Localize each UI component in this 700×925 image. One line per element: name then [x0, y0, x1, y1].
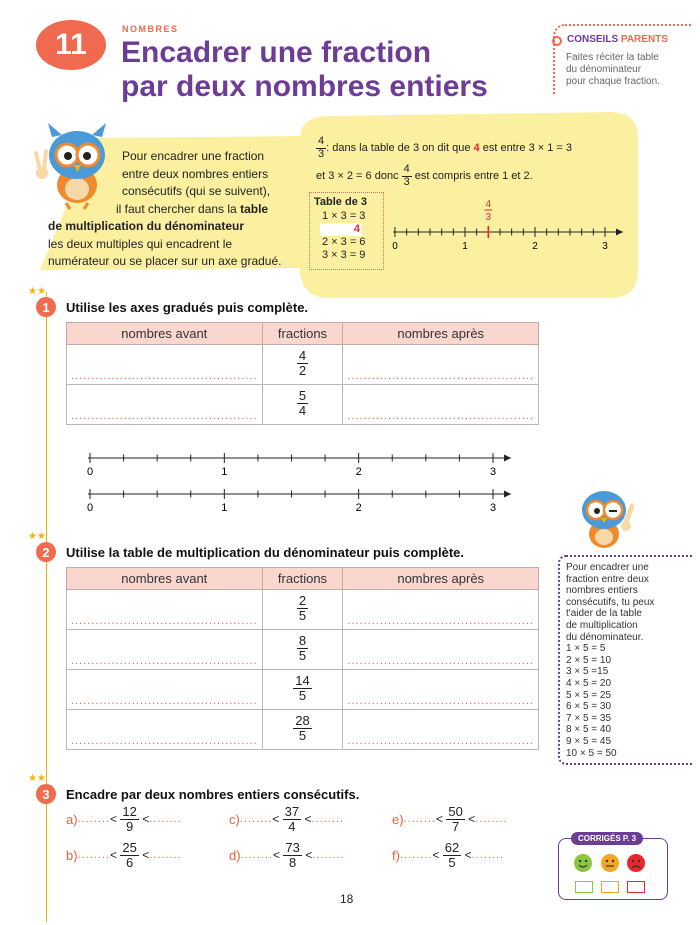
tip-mult-line: 7 × 5 = 35	[566, 712, 612, 724]
fraction-cell: $\frac{2}{5}$	[262, 590, 343, 630]
fraction-cell: $\frac{5}{4}$	[262, 385, 343, 425]
table-row-mid: 4	[320, 223, 362, 236]
answer-after[interactable]: ..............................................	[343, 710, 539, 750]
difficulty-stars-1: ★★	[28, 286, 46, 297]
answer-before[interactable]: ..............................................	[67, 670, 263, 710]
answer-after[interactable]: ..............................................	[343, 670, 539, 710]
lesson-l1: Pour encadrer une fraction	[122, 149, 265, 163]
column-header: fractions	[262, 568, 343, 590]
table-row	[67, 710, 539, 750]
tick-label: 0	[392, 241, 398, 252]
table-row-1: 1 × 3 = 3	[322, 210, 366, 222]
tick-label: 0	[86, 466, 94, 476]
fraction-cell: $\frac{28}{5}$	[262, 710, 343, 750]
exercise-1-table	[66, 322, 539, 425]
answer-before[interactable]: ..............................................	[67, 710, 263, 750]
column-header: fractions	[262, 323, 343, 345]
page-title-line2: par deux nombres entiers	[121, 70, 488, 103]
tip-mult-line: 8 × 5 = 40	[566, 724, 612, 736]
answer-after[interactable]: ..............................................	[343, 630, 539, 670]
table-row	[67, 630, 539, 670]
fraction-cell: $\frac{8}{5}$	[262, 630, 343, 670]
lesson-l4: il faut chercher dans la table	[116, 201, 269, 216]
tick-label: 1	[462, 241, 468, 252]
conseils-icon	[552, 36, 562, 46]
checkbox-neutral[interactable]	[601, 881, 619, 893]
table-row-3: 3 × 3 = 9	[322, 249, 366, 261]
conseils-label: CONSEILS PARENTS	[567, 34, 668, 45]
tip-mult-line: 9 × 5 = 45	[566, 735, 612, 747]
example-fraction: $\frac{4}{3}$	[318, 135, 325, 160]
page-number: 18	[340, 892, 354, 906]
table-row	[67, 345, 539, 385]
table-title: Table de 3	[314, 196, 367, 208]
tip-box: Pour encadrer une fraction entre deux nombres entiers consécutifs, tu peux t'aider de la table de multiplication du dénominateur. 1 × 5 = 5 2 × 5 = 10 3 × 5 =15 4 × 5 = 20 5 × 5 = 25 6 × 5 = 30 7 × 5 = 35 8 × 5 = 40 9 × 5 = 45 10 × 5 = 50	[558, 555, 693, 765]
axis-arrow-icon	[504, 491, 511, 498]
answer-after[interactable]: ..............................................	[343, 590, 539, 630]
column-header: nombres avant	[67, 323, 263, 345]
lesson-l7: numérateur ou se placer sur un axe gradué.	[48, 254, 282, 268]
tick-label: 3	[489, 502, 497, 512]
tick-label: 3	[602, 241, 608, 252]
axis-arrow-icon	[504, 455, 511, 462]
lesson-l2: entre deux nombres entiers	[122, 166, 269, 181]
lesson-number: 11	[55, 28, 87, 61]
exercise-title-2: Utilise la table de multiplication du dénominateur puis complète.	[66, 545, 465, 560]
table-row-2: 2 × 3 = 6	[322, 236, 366, 248]
tip-mult-line: 5 × 5 = 25	[566, 689, 612, 701]
exercise-title-1: Utilise les axes gradués puis complète.	[66, 300, 309, 315]
answer-before[interactable]: ..............................................	[67, 345, 263, 385]
neutral-face-icon	[601, 854, 619, 872]
tick-label: 0	[86, 502, 94, 512]
ex3-item-f: f) ........ < $\frac{62}{5}$ < ........	[392, 840, 505, 870]
difficulty-stars-2: ★★	[28, 531, 46, 542]
example-fraction-2: $\frac{4}{3}$	[403, 163, 410, 188]
tip-mult-line: 4 × 5 = 20	[566, 677, 612, 689]
tip-mult-line: 3 × 5 =15	[566, 666, 609, 678]
lesson-l6: les deux multiples qui encadrent le	[48, 236, 233, 251]
ex3-item-a: a) ........ < $\frac{12}{9}$ < ........	[66, 804, 182, 834]
lesson-number-badge	[36, 20, 106, 70]
answer-before[interactable]: ..............................................	[67, 385, 263, 425]
checkbox-sad[interactable]	[627, 881, 645, 893]
page-title	[121, 36, 488, 104]
page-margin-line	[46, 292, 47, 922]
sad-face-icon	[627, 854, 645, 872]
corriges-label: CORRIGÉS P. 3	[571, 832, 643, 845]
answer-before[interactable]: ..............................................	[67, 630, 263, 670]
example-line-2: et 3 × 2 = 6 donc $\frac{4}{3}$ est compris entre 1 et 2.	[316, 163, 533, 188]
tick-label: 3	[489, 466, 497, 476]
number-line-quarters-2	[80, 482, 530, 512]
checkbox-happy[interactable]	[575, 881, 593, 893]
fraction-cell: $\frac{14}{5}$	[262, 670, 343, 710]
lesson-l3: consécutifs (qui se suivent),	[122, 184, 271, 198]
tick-label: 2	[355, 466, 362, 476]
happy-face-icon	[574, 854, 592, 872]
marker-numerator: 4	[485, 199, 492, 210]
conseils-text: Faites réciter la table du dénominateur pour chaque fraction.	[566, 52, 660, 87]
exercise-number-2: 2	[36, 542, 56, 562]
number-line-quarters	[80, 446, 530, 476]
axis-arrow-icon	[616, 229, 623, 236]
ex3-item-c: c) ........ < $\frac{37}{4}$ < ........	[229, 804, 344, 834]
column-header: nombres avant	[67, 568, 263, 590]
tick-label: 2	[532, 241, 538, 252]
exercise-2-table	[66, 567, 539, 750]
ex3-item-d: d) ........ < $\frac{73}{8}$ < ........	[229, 840, 345, 870]
table-row	[67, 590, 539, 630]
exercise-number-1: 1	[36, 297, 56, 317]
lesson-l5: de multiplication du dénominateur	[48, 219, 245, 233]
tip-mult-line: 2 × 5 = 10	[566, 654, 612, 666]
tick-label: 1	[221, 466, 228, 476]
answer-before[interactable]: ..............................................	[67, 590, 263, 630]
difficulty-stars-3: ★★	[28, 773, 46, 784]
tick-label: 1	[221, 502, 228, 512]
example-number-line	[385, 195, 630, 255]
exercise-3-items	[66, 805, 536, 875]
table-row	[67, 385, 539, 425]
marker-denominator: 3	[485, 212, 492, 223]
table-of-3-box	[309, 192, 384, 270]
answer-after[interactable]: ..............................................	[343, 345, 539, 385]
exercise-number-3: 3	[36, 784, 56, 804]
fraction-cell: $\frac{4}{2}$	[262, 345, 343, 385]
ex3-item-e: e) ........ < $\frac{50}{7}$ < ........	[392, 804, 508, 834]
tip-mult-line: 10 × 5 = 50	[566, 747, 617, 759]
page-title-line1: Encadrer une fraction	[121, 36, 432, 69]
exercise-title-3: Encadre par deux nombres entiers consécutifs.	[66, 787, 360, 802]
lesson-text	[48, 148, 290, 271]
column-header: nombres après	[343, 323, 539, 345]
tick-label: 2	[355, 502, 362, 512]
owl-mascot-icon	[572, 482, 642, 552]
category-label: NOMBRES	[122, 24, 179, 34]
tip-mult-line: 1 × 5 = 5	[566, 643, 606, 655]
ex3-item-b: b) ........ < $\frac{25}{6}$ < ........	[66, 840, 182, 870]
table-row	[67, 670, 539, 710]
tip-mult-line: 6 × 5 = 30	[566, 701, 612, 713]
answer-after[interactable]: ..............................................	[343, 385, 539, 425]
column-header: nombres après	[343, 568, 539, 590]
example-line-1: $\frac{4}{3}$ : dans la table de 3 on dit que 4 est entre 3 × 1 = 3	[318, 135, 573, 160]
